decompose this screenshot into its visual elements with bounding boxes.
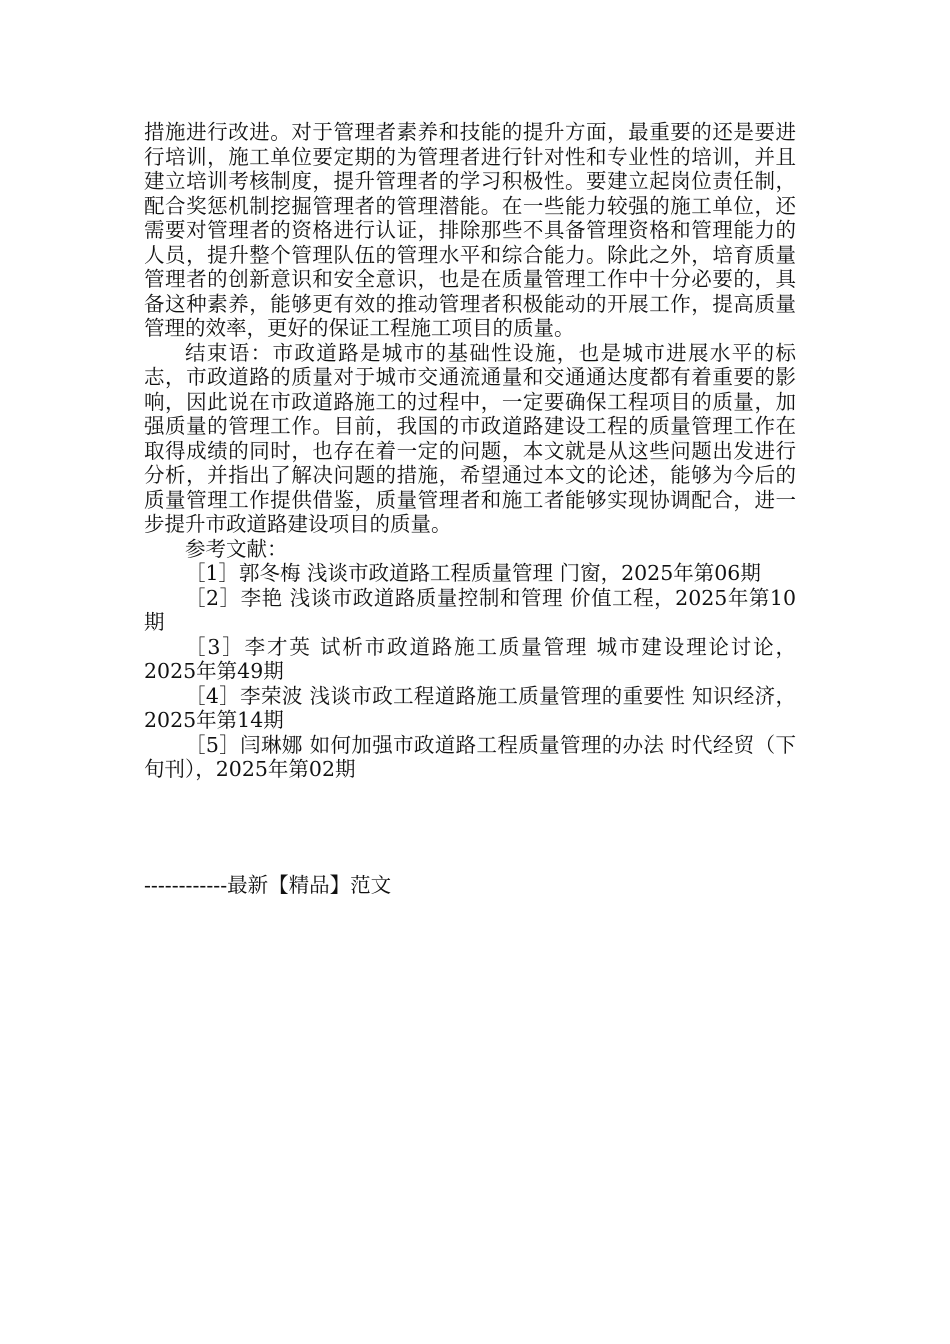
body-paragraph: 措施进行改进。对于管理者素养和技能的提升方面，最重要的还是要进行培训，施工单位要定期的为管理者进行针对性和专业性的培训，并且建立培训考核制度，提升管理者的学习积极性。要建立起岗位责任制，配合奖惩机制挖掘管理者的管理潜能。在一些能力较强的施工单位，还需要对管理者的资格进行认证，排除那些不具备管理资格和管理能力的人员，提升整个管理队伍的管理水平和综合能力。除此之外，培育质量管理者的创新意识和安全意识，也是在质量管理工作中十分必要的，具备这种素养，能够更有效的推动管理者积极能动的开展工作，提高质量管理的效率，更好的保证工程施工项目的质量。: [144, 120, 796, 340]
references-heading: 参考文献：: [185, 536, 288, 561]
reference-item: ［3］李才英 试析市政道路施工质量管理 城市建设理论讨论，2025年第49期: [144, 634, 796, 683]
reference-item: ［1］郭冬梅 浅谈市政道路工程质量管理 门窗，2025年第06期: [185, 561, 761, 585]
document-body: [144, 120, 796, 782]
footer-text: ------------最新【精品】范文: [144, 873, 392, 897]
reference-item: ［2］李艳 浅谈市政道路质量控制和管理 价值工程，2025年第10期: [144, 585, 796, 634]
conclusion-paragraph: 结束语：市政道路是城市的基础性设施，也是城市进展水平的标志，市政道路的质量对于城市交通流通量和交通通达度都有着重要的影响，因此说在市政道路施工的过程中，一定要确保工程项目的质量，加强质量的管理工作。目前，我国的市政道路建设工程的质量管理工作在取得成绩的同时，也存在着一定的问题，本文就是从这些问题出发进行分析，并指出了解决问题的措施，希望通过本文的论述，能够为今后的质量管理工作提供借鉴，质量管理者和施工者能够实现协调配合，进一步提升市政道路建设项目的质量。: [144, 340, 796, 536]
reference-item: ［4］李荣波 浅谈市政工程道路施工质量管理的重要性 知识经济，2025年第14期: [144, 683, 796, 732]
reference-item: ［5］闫琳娜 如何加强市政道路工程质量管理的办法 时代经贸（下旬刊），2025年第02期: [144, 732, 796, 781]
